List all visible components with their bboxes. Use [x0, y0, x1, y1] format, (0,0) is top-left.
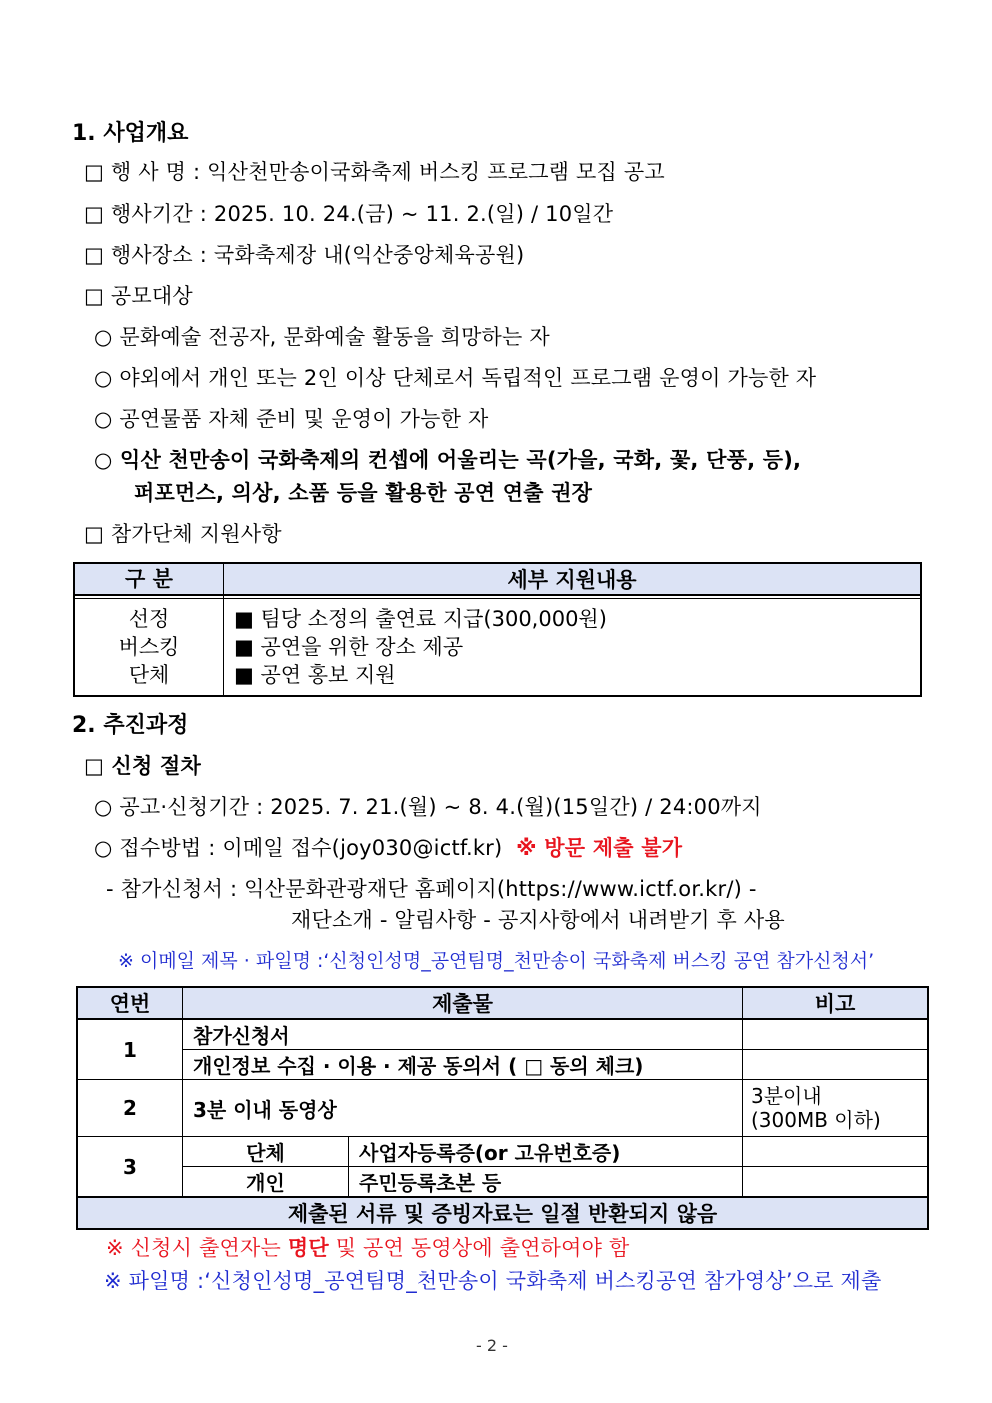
col-header-no: 연번 [77, 987, 183, 1019]
section-2-title: 2. 추진과정 [72, 713, 189, 738]
note-cell [743, 1050, 929, 1080]
target-item: ○ 공연물품 자체 준비 및 운영이 가능한 자 [94, 407, 489, 431]
performer-note: ※ 신청시 출연자는 명단 및 공연 동영상에 출연하여야 함 [106, 1236, 630, 1260]
support-category-cell: 선정 버스킹 단체 [74, 599, 224, 697]
event-location: □ 행사장소 : 국화축제장 내(익산중앙체육공원) [84, 243, 525, 267]
support-detail: ■ 공연 홍보 지원 [234, 663, 396, 687]
video-filename-note: ※ 파일명 :‘신청인성명_공연팀명_천만송이 국화축제 버스킹공연 참가영상’으로 제출 [104, 1269, 882, 1293]
row-no: 2 [77, 1080, 183, 1137]
applicant-type-group: 단체 [183, 1137, 349, 1167]
email-subject-note: ※ 이메일 제목 · 파일명 :‘신청인성명_공연팀명_천만송이 국화축제 버스킹 공연 참가신청서’ [118, 950, 875, 972]
application-procedure-heading: □ 신청 절차 [84, 754, 202, 778]
doc-application-form: 참가신청서 [183, 1019, 743, 1050]
section-1-title: 1. 사업개요 [72, 121, 189, 146]
doc-video: 3분 이내 동영상 [183, 1080, 743, 1137]
support-table [73, 562, 922, 697]
support-details-cell [224, 599, 922, 697]
doc-resident-registration: 주민등록초본 등 [349, 1167, 743, 1198]
target-item-emphasis-cont: 퍼포먼스, 의상, 소품 등을 활용한 공연 연출 권장 [134, 481, 593, 505]
target-item: ○ 야외에서 개인 또는 2인 이상 단체로서 독립적인 프로그램 운영이 가능한 자 [94, 366, 817, 390]
row-no: 3 [77, 1137, 183, 1198]
no-visit-warning: ※ 방문 제출 불가 [516, 836, 683, 860]
application-period: ○ 공고·신청기간 : 2025. 7. 21.(월) ~ 8. 4.(월)(15일간) / 24:00까지 [94, 795, 762, 819]
page-number: - 2 - [476, 1336, 508, 1355]
col-header-item: 제출물 [183, 987, 743, 1019]
support-detail: ■ 공연을 위한 장소 제공 [234, 635, 464, 659]
note-cell [743, 1167, 929, 1198]
submission-method: ○ 접수방법 : 이메일 접수(joy030@ictf.kr) ※ 방문 제출 불가 [94, 836, 683, 860]
target-item: ○ 문화예술 전공자, 문화예술 활동을 희망하는 자 [94, 325, 550, 349]
no-return-notice: 제출된 서류 및 증빙자료는 일절 반환되지 않음 [77, 1197, 928, 1229]
row-no: 1 [77, 1019, 183, 1080]
video-note-cell: 3분이내 (300MB 이하) [743, 1080, 929, 1137]
support-detail: ■ 팀당 소정의 출연료 지급(300,000원) [234, 607, 607, 631]
form-download-line1: - 참가신청서 : 익산문화관광재단 홈페이지(https://www.ictf.or.kr/) - [106, 877, 757, 901]
col-header-note: 비고 [743, 987, 929, 1019]
applicant-type-individual: 개인 [183, 1167, 349, 1198]
support-header-details: 세부 지원내용 [224, 563, 922, 595]
doc-privacy-consent: 개인정보 수집 · 이용 · 제공 동의서 ( □ 동의 체크) [183, 1050, 743, 1080]
doc-business-registration: 사업자등록증(or 고유번호증) [349, 1137, 743, 1167]
support-header-category: 구 분 [74, 563, 224, 595]
form-download-line2: 재단소개 - 알림사항 - 공지사항에서 내려받기 후 사용 [291, 908, 785, 932]
submission-table [76, 986, 929, 1230]
note-cell [743, 1137, 929, 1167]
target-item-emphasis: ○ 익산 천만송이 국화축제의 컨셉에 어울리는 곡(가을, 국화, 꽃, 단풍, 등), [94, 448, 802, 472]
support-heading: □ 참가단체 지원사항 [84, 522, 282, 546]
note-cell [743, 1019, 929, 1050]
recruit-target-heading: □ 공모대상 [84, 284, 193, 308]
event-name: □ 행 사 명 : 익산천만송이국화축제 버스킹 프로그램 모집 공고 [84, 160, 665, 184]
event-period: □ 행사기간 : 2025. 10. 24.(금) ~ 11. 2.(일) / 10일간 [84, 202, 614, 226]
